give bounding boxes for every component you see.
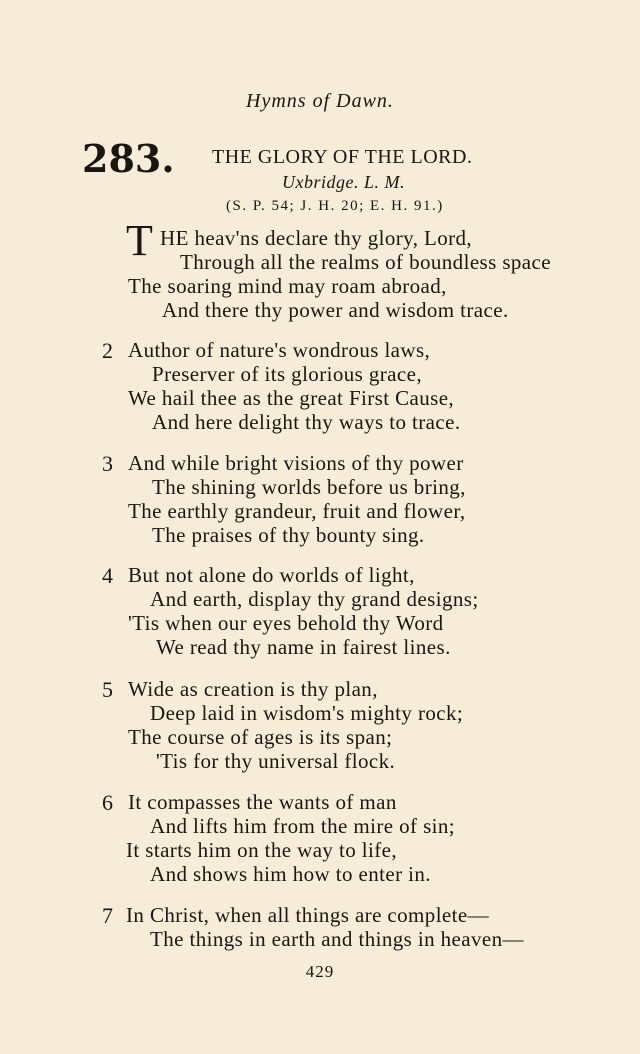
stanza-line: And earth, display thy grand designs; (150, 587, 479, 611)
stanza-line: Author of nature's wondrous laws, (128, 338, 431, 362)
stanza-line: The shining worlds before us bring, (152, 475, 466, 499)
stanza-line: And here delight thy ways to trace. (152, 410, 461, 434)
verse-number: 7 (102, 903, 113, 928)
stanza-line: We read thy name in fairest lines. (156, 635, 451, 659)
stanza-line: And shows him how to enter in. (150, 862, 431, 886)
stanza-line: Wide as creation is thy plan, (128, 677, 378, 701)
stanza-line: It starts him on the way to life, (126, 838, 397, 862)
drop-capital: T (126, 216, 153, 265)
stanza-line: Deep laid in wisdom's mighty rock; (150, 701, 464, 725)
stanza-line: The things in earth and things in heaven— (150, 927, 524, 951)
stanza-line: In Christ, when all things are complete— (126, 903, 490, 927)
stanza-line: But not alone do worlds of light, (128, 563, 415, 587)
verse-number: 2 (102, 338, 113, 363)
hymn-title: THE GLORY OF THE LORD. (212, 146, 473, 168)
verse-number: 6 (102, 790, 113, 815)
stanza-line: HE heav'ns declare thy glory, Lord, (160, 226, 473, 250)
stanza-line: The praises of thy bounty sing. (152, 523, 425, 547)
verse-number: 5 (102, 677, 113, 702)
hymnal-references: (S. P. 54; J. H. 20; E. H. 91.) (226, 198, 444, 214)
tune-name: Uxbridge. L. M. (282, 172, 405, 192)
stanza-line: Preserver of its glorious grace, (152, 362, 422, 386)
stanza-line: 'Tis for thy universal flock. (156, 749, 396, 773)
stanza-line: Through all the realms of boundless space (180, 250, 551, 274)
stanza-line: It compasses the wants of man (128, 790, 397, 814)
stanza-line: 'Tis when our eyes behold thy Word (128, 611, 444, 635)
stanza-line: The course of ages is its span; (128, 725, 393, 749)
stanza-line: We hail thee as the great First Cause, (128, 386, 455, 410)
page-number: 429 (305, 962, 335, 981)
running-head: Hymns of Dawn. (246, 90, 394, 112)
verse-number: 4 (102, 563, 113, 588)
stanza-line: And while bright visions of thy power (128, 451, 464, 475)
verse-number: 3 (102, 451, 113, 476)
stanza-line: The soaring mind may roam abroad, (128, 274, 447, 298)
stanza-line: And lifts him from the mire of sin; (150, 814, 456, 838)
stanza-line: And there thy power and wisdom trace. (162, 298, 509, 322)
hymn-number: 283. (82, 136, 175, 181)
stanza-line: The earthly grandeur, fruit and flower, (128, 499, 466, 523)
